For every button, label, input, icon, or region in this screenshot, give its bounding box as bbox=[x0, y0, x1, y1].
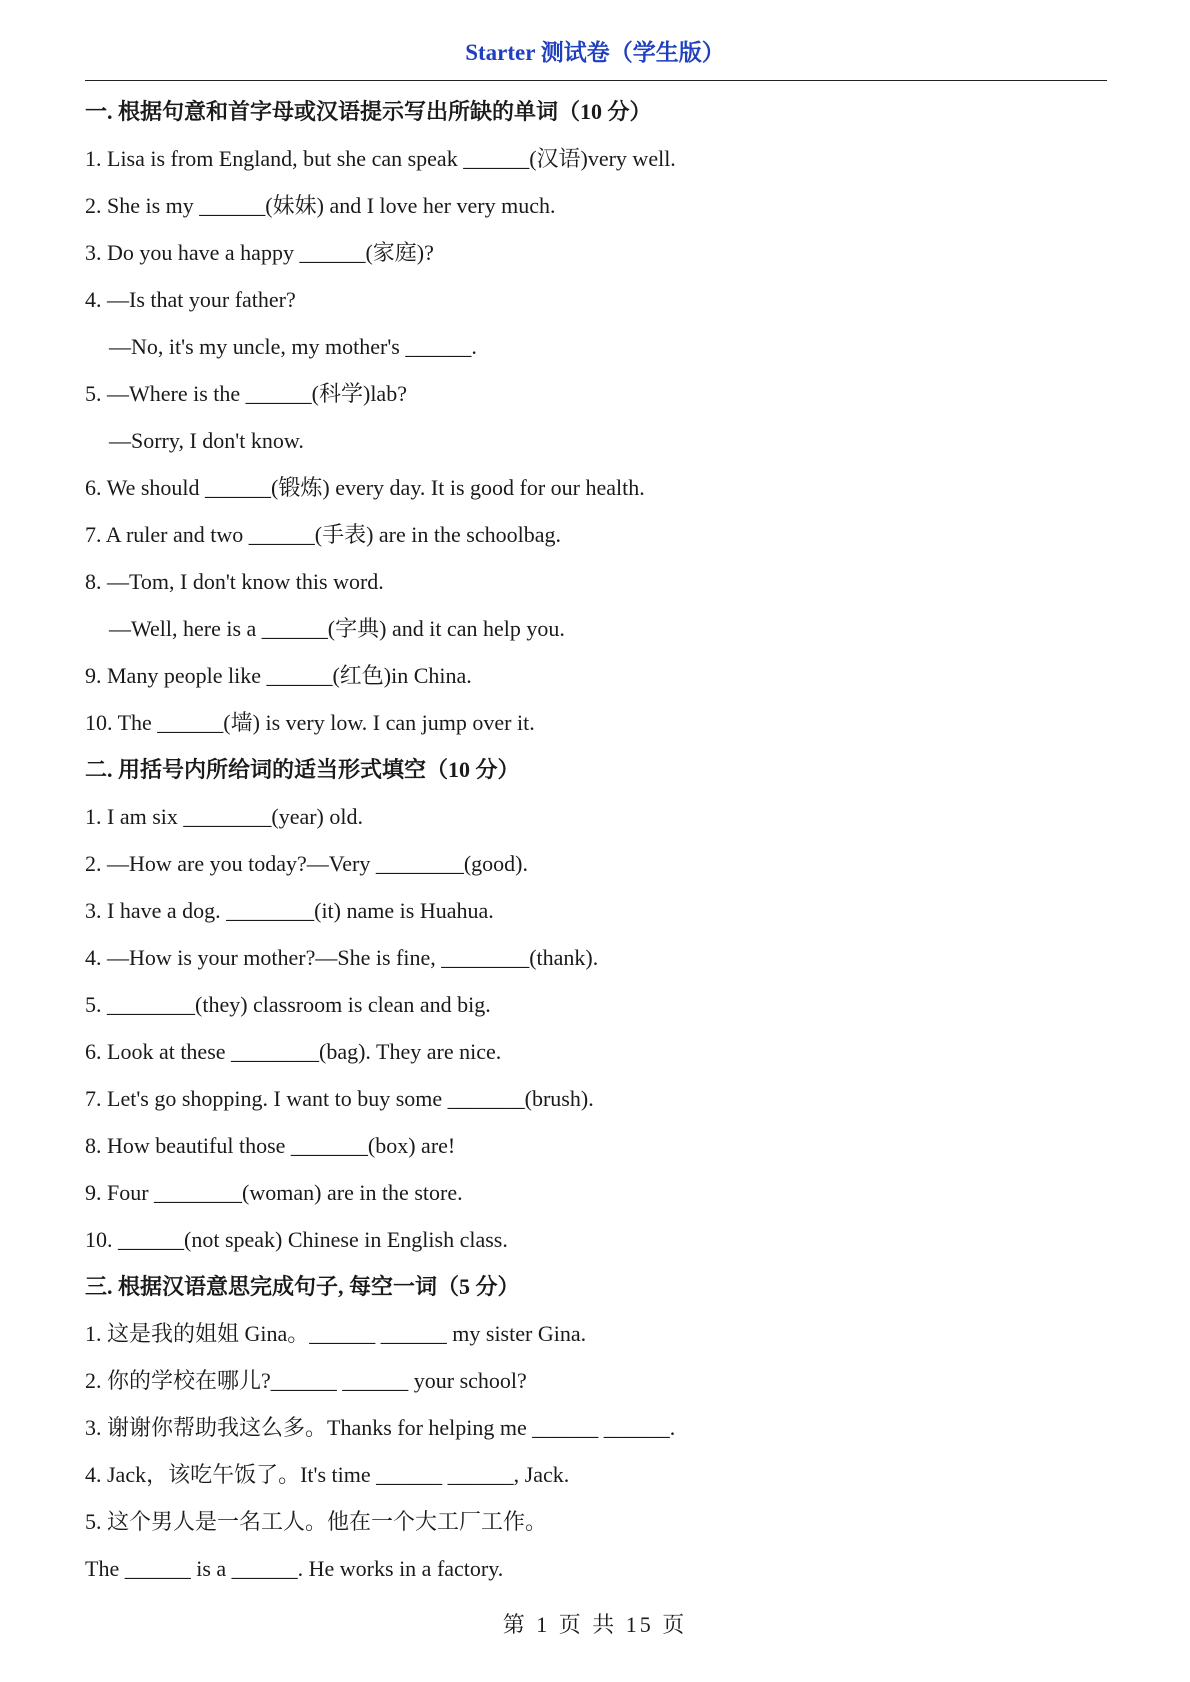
question-line: 7. Let's go shopping. I want to buy some _______(brush). bbox=[85, 1086, 594, 1111]
section-2 bbox=[85, 746, 1105, 1263]
question-line: 2. —How are you today?—Very ________(good). bbox=[85, 851, 528, 876]
question-line: 3. 谢谢你帮助我这么多。Thanks for helping me ______ ______. bbox=[85, 1415, 676, 1440]
question-line: 9. Many people like ______(红色)in China. bbox=[85, 663, 472, 688]
question-line: 7. A ruler and two ______(手表) are in the schoolbag. bbox=[85, 522, 561, 547]
question-line: 3. Do you have a happy ______(家庭)? bbox=[85, 240, 434, 265]
question-line: 10. The ______(墙) is very low. I can jump over it. bbox=[85, 710, 535, 735]
question-line: 6. Look at these ________(bag). They are nice. bbox=[85, 1039, 502, 1064]
section-heading: 二. 用括号内所给词的适当形式填空（10 分） bbox=[85, 757, 520, 782]
worksheet-body bbox=[85, 88, 1105, 1592]
page-title: Starter 测试卷（学生版） bbox=[465, 40, 725, 65]
question-line: 6. We should ______(锻炼) every day. It is good for our health. bbox=[85, 475, 645, 500]
section-heading: 三. 根据汉语意思完成句子, 每空一词（5 分） bbox=[85, 1274, 520, 1299]
question-line: 4. —How is your mother?—She is fine, ________(thank). bbox=[85, 945, 599, 970]
question-line: 4. —Is that your father? bbox=[85, 287, 296, 312]
question-line: 2. 你的学校在哪儿?______ ______ your school? bbox=[85, 1368, 527, 1393]
question-line: 9. Four ________(woman) are in the store. bbox=[85, 1180, 463, 1205]
question-line-continued: —Sorry, I don't know. bbox=[109, 428, 304, 453]
page-number: 第 1 页 共 15 页 bbox=[502, 1612, 688, 1637]
question-line: 4. Jack，该吃午饭了。It's time ______ ______, Jack. bbox=[85, 1462, 570, 1487]
question-line-continued: —No, it's my uncle, my mother's ______. bbox=[109, 334, 477, 359]
section-3 bbox=[85, 1263, 1105, 1592]
question-line: 10. ______(not speak) Chinese in English class. bbox=[85, 1227, 508, 1252]
section-heading: 一. 根据句意和首字母或汉语提示写出所缺的单词（10 分） bbox=[85, 99, 652, 124]
question-line: 5. ________(they) classroom is clean and big. bbox=[85, 992, 491, 1017]
section-1 bbox=[85, 88, 1105, 746]
question-line: 8. How beautiful those _______(box) are! bbox=[85, 1133, 456, 1158]
question-line: 1. Lisa is from England, but she can speak ______(汉语)very well. bbox=[85, 146, 676, 171]
question-line: 5. —Where is the ______(科学)lab? bbox=[85, 381, 407, 406]
header-divider bbox=[85, 80, 1107, 81]
question-line: 1. 这是我的姐姐 Gina。______ ______ my sister Gina. bbox=[85, 1321, 587, 1346]
question-line: 5. 这个男人是一名工人。他在一个大工厂工作。 bbox=[85, 1509, 548, 1534]
question-line: 2. She is my ______(妹妹) and I love her very much. bbox=[85, 193, 556, 218]
question-line: 8. —Tom, I don't know this word. bbox=[85, 569, 384, 594]
question-line: The ______ is a ______. He works in a factory. bbox=[85, 1556, 504, 1581]
question-line-continued: —Well, here is a ______(字典) and it can help you. bbox=[109, 616, 565, 641]
question-line: 3. I have a dog. ________(it) name is Huahua. bbox=[85, 898, 494, 923]
question-line: 1. I am six ________(year) old. bbox=[85, 804, 363, 829]
